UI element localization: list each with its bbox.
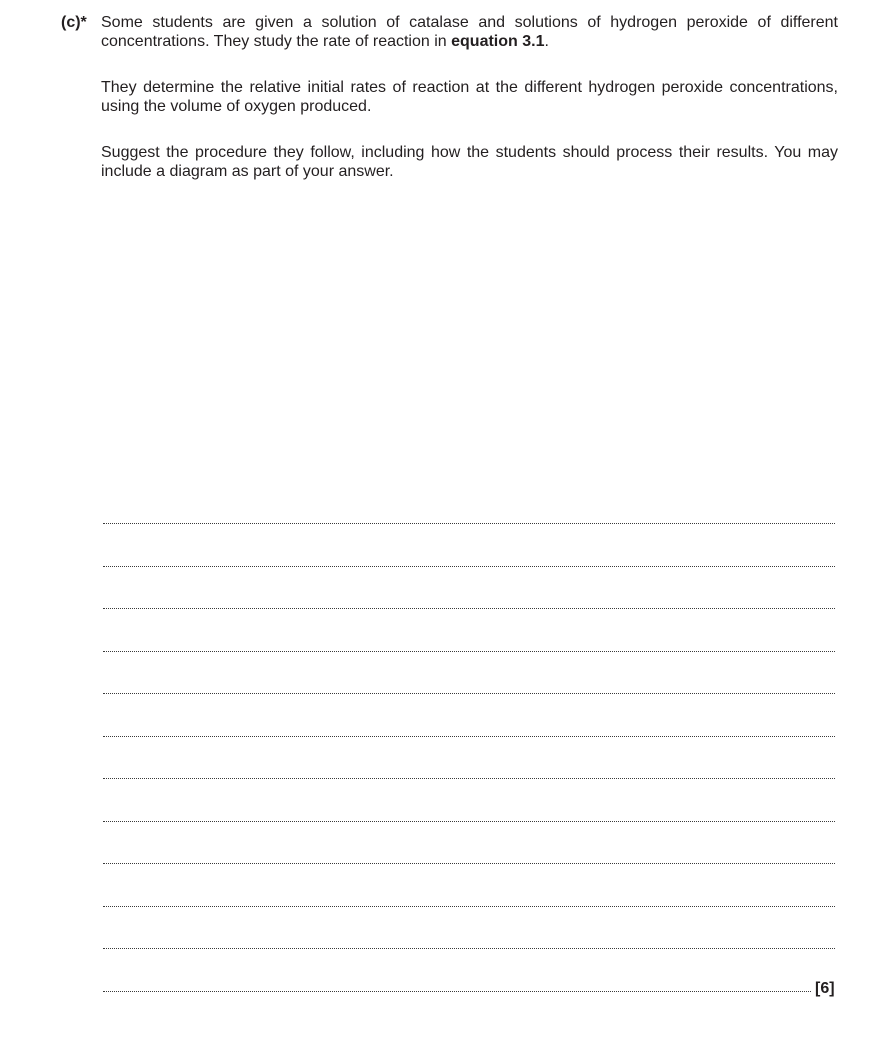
answer-line[interactable] <box>103 693 835 694</box>
answer-line[interactable] <box>103 991 811 992</box>
answer-line[interactable] <box>103 736 835 737</box>
question-paragraph-3: Suggest the procedure they follow, including how the students should process their results. You may include a diagram as part of your answer. <box>101 144 838 180</box>
answer-line[interactable] <box>103 821 835 822</box>
answer-line[interactable] <box>103 948 835 949</box>
answer-line[interactable] <box>103 778 835 779</box>
paragraph-1-end: . <box>544 33 549 50</box>
answer-line[interactable] <box>103 566 835 567</box>
equation-reference: equation 3.1 <box>451 33 545 50</box>
answer-line[interactable] <box>103 651 835 652</box>
answer-line[interactable] <box>103 863 835 864</box>
question-paragraph-2: They determine the relative initial rates of reaction at the different hydrogen peroxide concentrations, using the volume of oxygen produced. <box>101 79 838 115</box>
answer-line[interactable] <box>103 608 835 609</box>
marks-total: [6] <box>815 980 835 997</box>
question-label: (c)* <box>61 14 87 31</box>
paragraph-1-text: Some students are given a solution of catalase and solutions of hydrogen peroxide of different concentrations. They study the rate of reaction in <box>101 14 838 50</box>
answer-line[interactable] <box>103 523 835 524</box>
question-paragraph-1 <box>101 13 838 51</box>
answer-line[interactable] <box>103 906 835 907</box>
